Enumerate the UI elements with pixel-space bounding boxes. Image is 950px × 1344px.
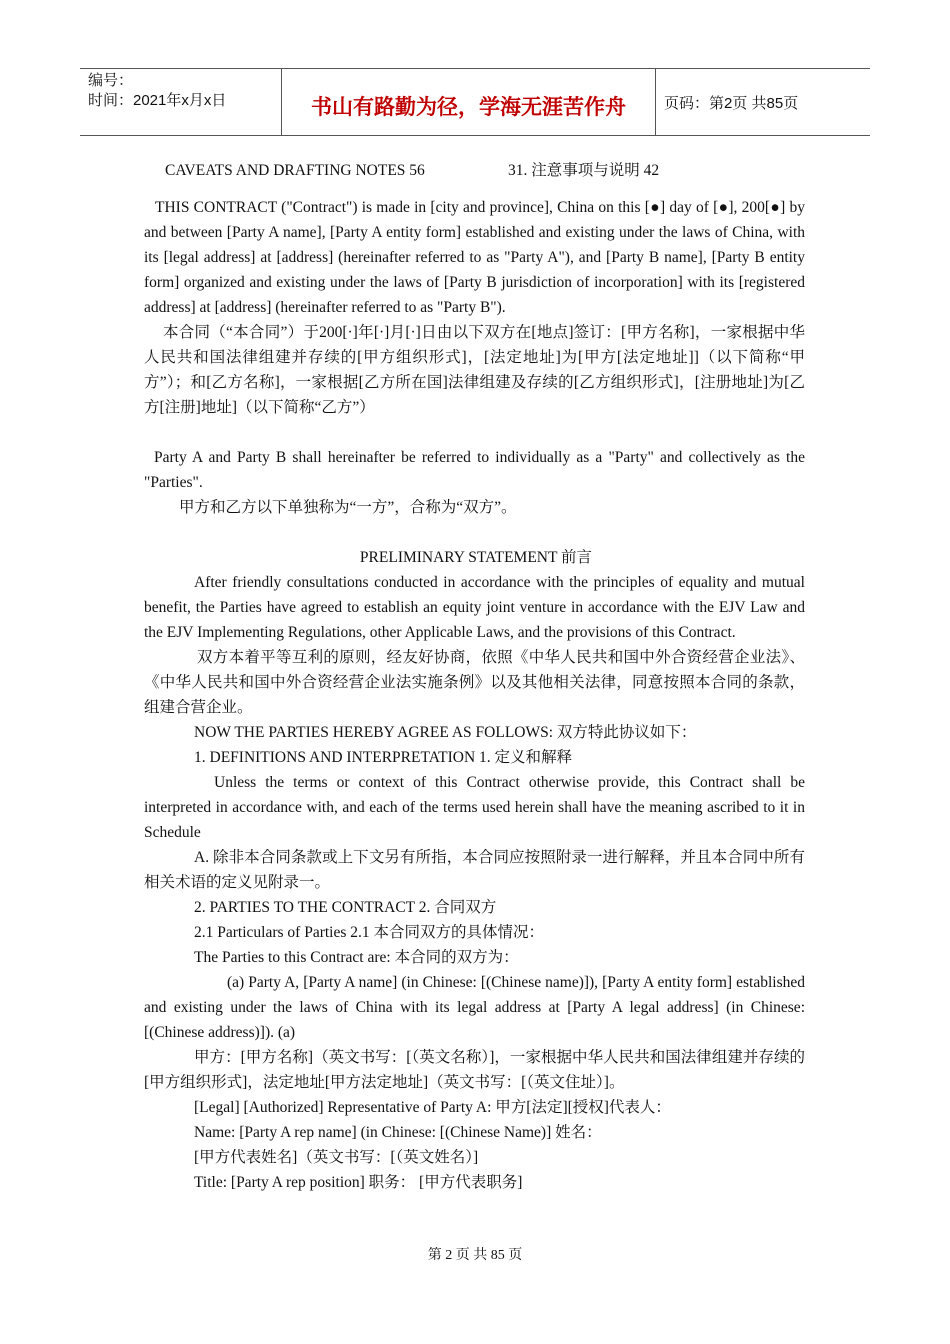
particulars-line: 2.1 Particulars of Parties 2.1 本合同双方的具体情况： <box>194 924 545 941</box>
parties-heading: 2. PARTIES TO THE CONTRACT 2. 合同双方 <box>194 899 497 916</box>
agree-line: NOW THE PARTIES HEREBY AGREE AS FOLLOWS: 双方特此协议如下： <box>194 724 697 741</box>
document-body <box>144 158 805 1195</box>
header-table <box>80 68 870 136</box>
rep-title-line: Title: [Party A rep position] 职务： [甲方代表职务] <box>194 1174 523 1191</box>
paragraph-parties-zh: 甲方和乙方以下单独称为“一方”，合称为“双方”。 <box>179 499 517 516</box>
time-label: 时间：2021年x月x日 <box>88 92 227 109</box>
rep-name-zh-line: [甲方代表姓名]（英文书写：[（英文姓名）] <box>194 1149 479 1166</box>
page-footer: 第 2 页 共 85 页 <box>427 1248 523 1263</box>
toc-zh: 31. 注意事项与说明 42 <box>508 162 660 179</box>
header-page-info: 页码：第2页 共85页 <box>664 94 799 112</box>
rep-name-line: Name: [Party A rep name] (in Chinese: [(Chinese Name)] 姓名： <box>194 1124 602 1141</box>
paragraph-prelim-en: After friendly consultations conducted in accordance with the principles of equality and mutual benefit, the Parties have agreed to establish an equity joint venture in accordance with the EJV Law and the EJV Implementing Regulations, other Applicable Laws, and the provisions of this Contract. <box>144 574 805 641</box>
parties-are-line: The Parties to this Contract are: 本合同的双方为： <box>194 949 519 966</box>
paragraph-parties-en: Party A and Party B shall hereinafter be referred to individually as a "Party" and collectively as the "Parties". <box>144 449 805 491</box>
paragraph-definitions-en: Unless the terms or context of this Contract otherwise provide, this Contract shall be interpreted in accordance with, and each of the terms used herein shall have the meaning ascribed to it in Schedule <box>144 774 805 841</box>
header-motto: 书山有路勤为径，学海无涯苦作舟 <box>282 69 656 135</box>
paragraph-party-a-zh: 甲方：[甲方名称]（英文书写：[（英文名称）]，一家根据中华人民共和国法律组建并存续的[甲方组织形式]，法定地址[甲方法定地址]（英文书写：[（英文住址）]。 <box>144 1049 805 1091</box>
paragraph-intro-en: THIS CONTRACT ("Contract") is made in [city and province], China on this [●] day of [●], 200[●] by and between [Party A name], [Party A entity form] established and existing under the laws of China, with its [legal address] at [address] (hereinafter referred to as "Party A"), and [Party B name], [Party B entity form] organized and existing under the laws of [Party B jurisdiction of incorporation] with its [registered address] at [address] (hereinafter referred to as "Party B"). <box>144 199 805 316</box>
header-meta-cell <box>80 69 282 135</box>
toc-en: CAVEATS AND DRAFTING NOTES 56 <box>165 162 425 179</box>
paragraph-party-a-en: (a) Party A, [Party A name] (in Chinese: [(Chinese name)]), [Party A entity form] established and existing under the laws of China with its legal address at [Party A legal address] (in Chinese: [(Chinese address)]). (a) <box>144 974 805 1041</box>
representative-line: [Legal] [Authorized] Representative of Party A: 甲方[法定][授权]代表人： <box>194 1099 671 1116</box>
paragraph-definitions-zh: A. 除非本合同条款或上下文另有所指，本合同应按照附录一进行解释，并且本合同中所有相关术语的定义见附录一。 <box>144 849 805 891</box>
preliminary-heading: PRELIMINARY STATEMENT 前言 <box>359 549 593 566</box>
definitions-heading: 1. DEFINITIONS AND INTERPRETATION 1. 定义和解释 <box>194 749 573 766</box>
serial-label: 编号： <box>88 72 134 89</box>
paragraph-prelim-zh: 双方本着平等互利的原则，经友好协商，依照《中华人民共和国中外合资经营企业法》、《中华人民共和国中外合资经营企业法实施条例》以及其他相关法律，同意按照本合同的条款，组建合营企业。 <box>144 649 805 716</box>
paragraph-intro-zh: 本合同（“本合同”）于200[·]年[·]月[·]日由以下双方在[地点]签订：[甲方名称]，一家根据中华人民共和国法律组建并存续的[甲方组织形式]，[法定地址]为[甲方[法定地址]]（以下简称“甲方”）；和[乙方名称]，一家根据[乙方所在国]法律组建及存续的[乙方组织形式]，[注册地址]为[乙方[注册]地址]（以下简称“乙方”） <box>144 324 805 416</box>
toc-line <box>144 158 805 183</box>
